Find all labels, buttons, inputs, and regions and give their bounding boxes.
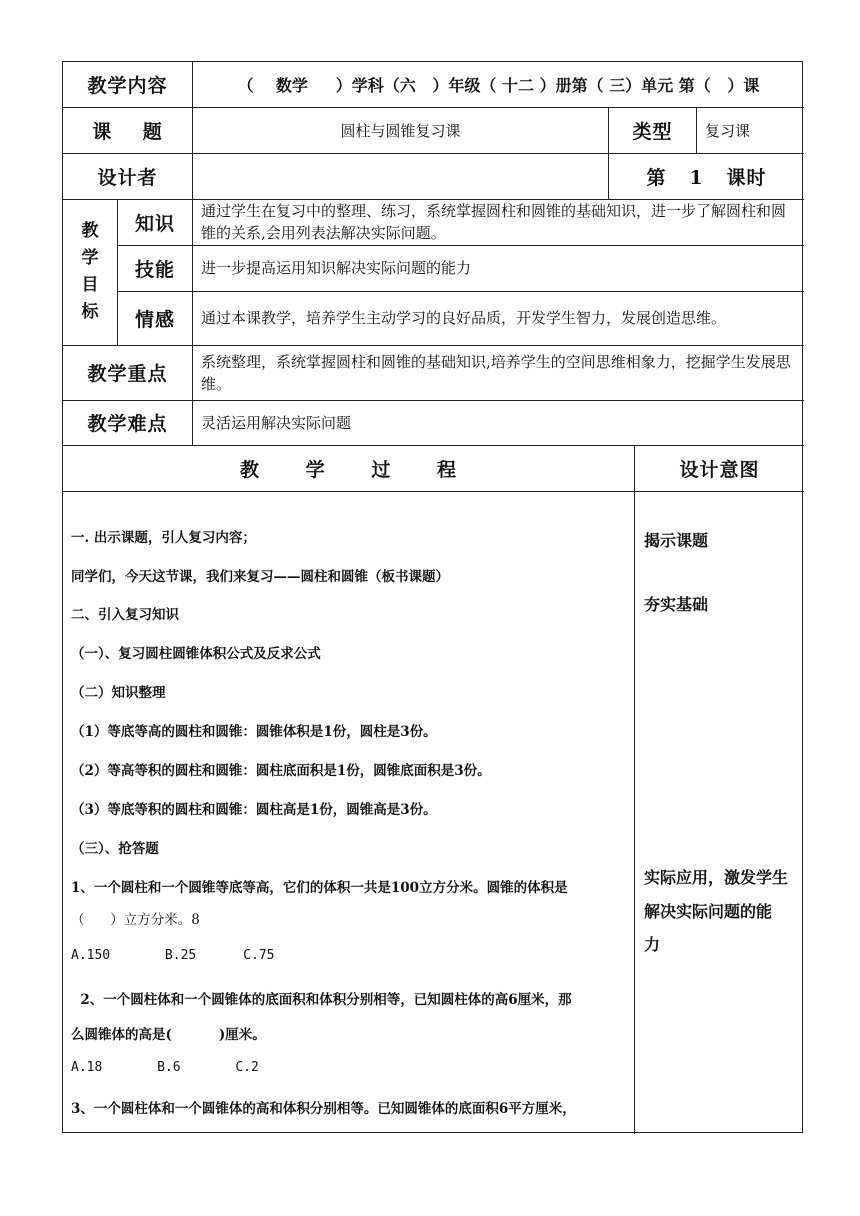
knowledge-label: 知识: [134, 212, 175, 235]
process-line: （二）知识整理: [71, 685, 166, 701]
process-line: （2）等高等积的圆柱和圆锥：圆柱底面积是1份，圆锥底面积是3份。: [71, 763, 491, 779]
content-value: （ 数学 ）学科（六 ）年级（ 十二 ）册第（ 三）单元 第（ ）课: [237, 76, 760, 95]
process-line: A.150 B.25 C.75: [71, 948, 275, 963]
goals-char: 学: [81, 248, 99, 268]
process-line: （3）等底等积的圆柱和圆锥：圆柱高是1份，圆锥高是3份。: [71, 802, 437, 818]
process-line: 1、一个圆柱和一个圆锥等底等高，它们的体积一共是100立方分米。圆锥的体积是: [71, 880, 568, 896]
col-rule: [634, 445, 635, 1134]
goals-char: 标: [81, 302, 99, 322]
key-points-label: 教学重点: [87, 363, 168, 385]
process-line: （一）、复习圆柱圆锥体积公式及反求公式: [71, 646, 321, 662]
key-points-text: 系统整理，系统掌握圆柱和圆锥的基础知识,培养学生的空间思维相象力，挖掘学生发展思维。: [201, 352, 791, 393]
skill-label: 技能: [134, 258, 175, 281]
row-rule: [63, 491, 804, 492]
topic-label: 课 题: [92, 120, 163, 143]
process-line: 同学们，今天这节课，我们来复习——圆柱和圆锥（板书课题）: [71, 569, 449, 585]
process-line: 3、一个圆柱体和一个圆锥体的高和体积分别相等。已知圆锥体的底面积6平方厘米，: [71, 1101, 576, 1117]
lesson-plan-table: [62, 61, 803, 1133]
difficulties-text: 灵活运用解决实际问题: [201, 413, 352, 432]
designer-value: [193, 153, 608, 199]
difficulties-label: 教学难点: [87, 413, 168, 435]
intent-note: 解决实际问题的能: [644, 902, 773, 921]
goals-char: 教: [81, 221, 99, 241]
type-label: 类型: [632, 120, 673, 143]
goals-label: [63, 199, 117, 345]
intent-note: 夯实基础: [644, 595, 709, 614]
process-line: （三）、抢答题: [71, 841, 159, 857]
process-header: 教 学 过 程: [239, 458, 458, 481]
emotion-text: 通过本课教学，培养学生主动学习的良好品质，开发学生智力，发展创造思维。: [201, 309, 727, 327]
process-line: A.18 B.6 C.2: [71, 1060, 259, 1075]
intent-header: 设计意图: [679, 458, 760, 481]
topic-value: 圆柱与圆锥复习课: [340, 121, 461, 140]
period-value: 第 1 课时: [646, 166, 767, 189]
process-line: 2、一个圆柱体和一个圆锥体的底面积和体积分别相等，已知圆柱体的高6厘米，那: [71, 992, 572, 1008]
goals-char: 目: [81, 275, 99, 295]
type-value: 复习课: [705, 121, 751, 140]
process-line: （1）等底等高的圆柱和圆锥：圆锥体积是1份，圆柱是3份。: [71, 724, 437, 740]
intent-note: 揭示课题: [644, 531, 709, 550]
process-line: 么圆锥体的高是( )厘米。: [71, 1027, 266, 1043]
emotion-label: 情感: [134, 308, 175, 331]
process-line: 二、引入复习知识: [71, 607, 179, 623]
skill-text: 进一步提高运用知识解决实际问题的能力: [201, 259, 472, 277]
process-line: 一. 出示课题，引人复习内容；: [71, 530, 256, 546]
knowledge-text: 通过学生在复习中的整理、练习，系统掌握圆柱和圆锥的基础知识，进一步了解圆柱和圆锥的关系,会用列表法解决实际问题。: [201, 202, 787, 242]
content-label: 教学内容: [87, 75, 168, 97]
process-line: （ ）立方分米。8: [71, 912, 200, 928]
designer-label: 设计者: [97, 166, 158, 189]
intent-note: 力: [644, 935, 661, 954]
intent-note: 实际应用，激发学生: [644, 868, 789, 887]
